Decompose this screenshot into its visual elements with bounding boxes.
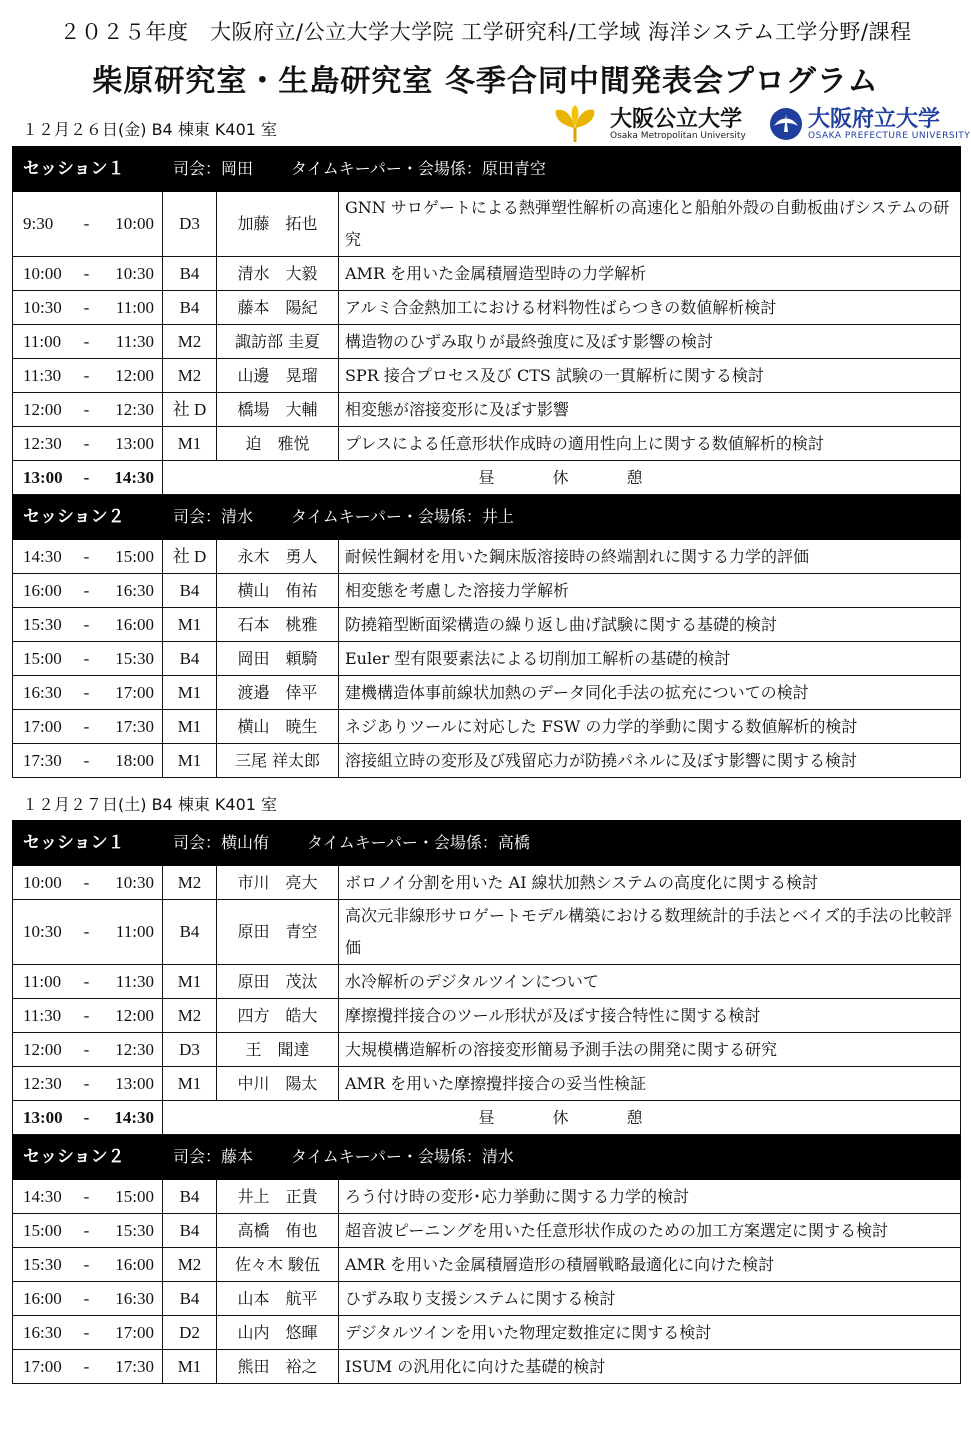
degree: B4 bbox=[163, 900, 217, 965]
time-separator: - bbox=[83, 1005, 90, 1025]
presenter-name: 井上 正貴 bbox=[217, 1180, 339, 1214]
end-time-cell bbox=[83, 676, 163, 710]
presenter-name: 永木 勇人 bbox=[217, 540, 339, 574]
start-time: 12:00 bbox=[23, 1039, 62, 1059]
presentation-title: Euler 型有限要素法による切削加工解析の基礎的検討 bbox=[339, 642, 961, 676]
lunch-break-label bbox=[163, 1101, 961, 1135]
end-time-cell bbox=[83, 427, 163, 461]
lunch-break-char: 休 bbox=[552, 467, 571, 487]
presentation-row bbox=[13, 642, 961, 676]
degree: M2 bbox=[163, 999, 217, 1033]
time-separator: - bbox=[83, 1322, 90, 1342]
presenter-name: 山内 悠暉 bbox=[217, 1316, 339, 1350]
presenter-name: 高橋 侑也 bbox=[217, 1214, 339, 1248]
session-staff: タイムキーパー・会場係：清水 bbox=[291, 1147, 514, 1166]
start-time: 11:00 bbox=[23, 971, 62, 991]
presenter-name: 清水 大毅 bbox=[217, 257, 339, 291]
presentation-title: 超音波ピーニングを用いた任意形状作成のための加工方案選定に関する検討 bbox=[339, 1214, 961, 1248]
presenter-name: 横山 暁生 bbox=[217, 710, 339, 744]
presentation-row bbox=[13, 866, 961, 900]
presentation-row bbox=[13, 540, 961, 574]
presenter-name: 岡田 頼騎 bbox=[217, 642, 339, 676]
time-separator: - bbox=[83, 1107, 90, 1127]
presentation-title: 溶接組立時の変形及び残留応力が防撓パネルに及ぼす影響に関する検討 bbox=[339, 744, 961, 778]
presentation-title: GNN サロゲートによる熱弾塑性解析の高速化と船舶外殻の自動板曲げシステムの研究 bbox=[339, 192, 961, 257]
break-start-time: 13:00 bbox=[23, 467, 63, 487]
time-separator: - bbox=[83, 1186, 90, 1206]
presenter-name: 山邊 晃瑠 bbox=[217, 359, 339, 393]
presenter-name: 横山 侑祐 bbox=[217, 574, 339, 608]
break-end-cell bbox=[83, 1101, 163, 1135]
time-separator: - bbox=[83, 433, 90, 453]
break-end-time: 14:30 bbox=[114, 467, 154, 487]
time-separator: - bbox=[83, 1288, 90, 1308]
break-end-cell bbox=[83, 461, 163, 495]
start-time: 15:00 bbox=[23, 1220, 62, 1240]
session-chair: 司会：岡田 bbox=[173, 159, 254, 178]
end-time-cell bbox=[83, 710, 163, 744]
end-time-cell bbox=[83, 192, 163, 257]
session-name: セッション１ bbox=[23, 159, 125, 179]
degree: M1 bbox=[163, 1350, 217, 1384]
lunch-break-char: 憩 bbox=[626, 467, 645, 487]
degree: M1 bbox=[163, 744, 217, 778]
start-time: 11:00 bbox=[23, 331, 62, 351]
degree: M1 bbox=[163, 427, 217, 461]
presentation-title: ISUM の汎用化に向けた基礎的検討 bbox=[339, 1350, 961, 1384]
end-time-cell bbox=[83, 900, 163, 965]
end-time: 16:30 bbox=[115, 1288, 154, 1308]
degree: B4 bbox=[163, 1214, 217, 1248]
time-separator: - bbox=[83, 467, 90, 487]
presentation-title: 高次元非線形サロゲートモデル構築における数理統計的手法とベイズ的手法の比較評価 bbox=[339, 900, 961, 965]
degree: M2 bbox=[163, 1248, 217, 1282]
opu-logo bbox=[768, 102, 971, 146]
end-time: 12:00 bbox=[115, 1005, 154, 1025]
presentation-row bbox=[13, 192, 961, 257]
end-time-cell bbox=[83, 1316, 163, 1350]
ginkgo-leaf-icon bbox=[552, 104, 598, 144]
end-time-cell bbox=[83, 965, 163, 999]
session-name: セッション２ bbox=[23, 1147, 125, 1167]
start-time: 17:00 bbox=[23, 1356, 62, 1376]
presenter-name: 渡邉 倖平 bbox=[217, 676, 339, 710]
degree: B4 bbox=[163, 642, 217, 676]
presenter-name: 王 聞達 bbox=[217, 1033, 339, 1067]
opu-emblem-icon bbox=[768, 106, 804, 142]
end-time-cell bbox=[83, 999, 163, 1033]
start-time: 12:30 bbox=[23, 1073, 62, 1093]
presentation-title: SPR 接合プロセス及び CTS 試験の一貫解析に関する検討 bbox=[339, 359, 961, 393]
presentation-row bbox=[13, 1033, 961, 1067]
lunch-break-char: 昼 bbox=[478, 1107, 497, 1127]
end-time-cell bbox=[83, 642, 163, 676]
time-separator: - bbox=[83, 614, 90, 634]
time-separator: - bbox=[83, 648, 90, 668]
degree: B4 bbox=[163, 291, 217, 325]
time-separator: - bbox=[83, 872, 90, 892]
presentation-row bbox=[13, 1350, 961, 1384]
day2-schedule-table bbox=[12, 820, 961, 1384]
presenter-name: 石本 桃雅 bbox=[217, 608, 339, 642]
degree: M1 bbox=[163, 710, 217, 744]
end-time: 11:00 bbox=[115, 922, 154, 941]
break-end-time: 14:30 bbox=[114, 1107, 154, 1127]
lunch-break-char: 憩 bbox=[626, 1107, 645, 1127]
time-separator: - bbox=[83, 365, 90, 385]
end-time-cell bbox=[83, 1248, 163, 1282]
university-logos bbox=[548, 102, 971, 146]
lunch-break-label bbox=[163, 461, 961, 495]
degree: M1 bbox=[163, 676, 217, 710]
end-time: 12:00 bbox=[115, 365, 154, 385]
presentation-title: 防撓箱型断面梁構造の繰り返し曲げ試験に関する基礎的検討 bbox=[339, 608, 961, 642]
time-separator: - bbox=[83, 750, 90, 770]
degree: 社 D bbox=[163, 540, 217, 574]
end-time-cell bbox=[83, 574, 163, 608]
session-chair: 司会：藤本 bbox=[173, 1147, 254, 1166]
degree: M1 bbox=[163, 608, 217, 642]
time-separator: - bbox=[83, 1254, 90, 1274]
presenter-name: 山本 航平 bbox=[217, 1282, 339, 1316]
degree: B4 bbox=[163, 257, 217, 291]
end-time: 17:30 bbox=[115, 716, 154, 736]
end-time: 15:00 bbox=[115, 1186, 154, 1206]
presentation-title: AMR を用いた金属積層造型時の力学解析 bbox=[339, 257, 961, 291]
end-time: 12:30 bbox=[115, 1039, 154, 1059]
time-separator: - bbox=[83, 922, 90, 941]
end-time: 17:00 bbox=[115, 1322, 154, 1342]
degree: M2 bbox=[163, 866, 217, 900]
lunch-break-char: 昼 bbox=[478, 467, 497, 487]
presentation-title: 摩擦攪拌接合のツール形状が及ぼす接合特性に関する検討 bbox=[339, 999, 961, 1033]
end-time: 13:00 bbox=[115, 1073, 154, 1093]
presentation-title: AMR を用いた金属積層造形の積層戦略最適化に向けた検討 bbox=[339, 1248, 961, 1282]
presentation-row bbox=[13, 999, 961, 1033]
end-time: 10:00 bbox=[115, 214, 154, 233]
presentation-title: ボロノイ分割を用いた AI 線状加熱システムの高度化に関する検討 bbox=[339, 866, 961, 900]
end-time: 10:30 bbox=[115, 263, 154, 283]
degree: B4 bbox=[163, 1180, 217, 1214]
end-time: 16:30 bbox=[115, 580, 154, 600]
end-time-cell bbox=[83, 540, 163, 574]
degree: B4 bbox=[163, 1282, 217, 1316]
presentation-row bbox=[13, 1282, 961, 1316]
presentation-title: AMR を用いた摩擦攪拌接合の妥当性検証 bbox=[339, 1067, 961, 1101]
start-time: 10:30 bbox=[23, 922, 62, 941]
presenter-name: 橋場 大輔 bbox=[217, 393, 339, 427]
opu-name-ja: 大阪府立大学 bbox=[808, 107, 941, 132]
start-time: 11:30 bbox=[23, 365, 62, 385]
start-time: 16:00 bbox=[23, 1288, 62, 1308]
presenter-name: 熊田 裕之 bbox=[217, 1350, 339, 1384]
presentation-title: ネジありツールに対応した FSW の力学的挙動に関する数値解析的検討 bbox=[339, 710, 961, 744]
end-time-cell bbox=[83, 1067, 163, 1101]
lunch-break-row bbox=[13, 461, 961, 495]
presenter-name: 市川 亮大 bbox=[217, 866, 339, 900]
presenter-name: 佐々木 駿伍 bbox=[217, 1248, 339, 1282]
presentation-title: 水冷解析のデジタルツインについて bbox=[339, 965, 961, 999]
opu-name-en: OSAKA PREFECTURE UNIVERSITY bbox=[808, 131, 971, 141]
presentation-title: 耐候性鋼材を用いた鋼床版溶接時の終端割れに関する力学的評価 bbox=[339, 540, 961, 574]
presentation-row bbox=[13, 744, 961, 778]
session-header bbox=[13, 821, 961, 866]
presentation-row bbox=[13, 900, 961, 965]
day1-schedule-table bbox=[12, 146, 961, 778]
time-separator: - bbox=[83, 331, 90, 351]
lunch-break-char: 休 bbox=[552, 1107, 571, 1127]
presentation-title: デジタルツインを用いた物理定数推定に関する検討 bbox=[339, 1316, 961, 1350]
lunch-break-row bbox=[13, 1101, 961, 1135]
presentation-row bbox=[13, 291, 961, 325]
session-header bbox=[13, 1135, 961, 1180]
presentation-row bbox=[13, 1214, 961, 1248]
degree: D3 bbox=[163, 192, 217, 257]
time-separator: - bbox=[83, 1220, 90, 1240]
end-time: 18:00 bbox=[115, 750, 154, 770]
presentation-row bbox=[13, 1180, 961, 1214]
time-separator: - bbox=[83, 297, 90, 317]
end-time: 17:00 bbox=[115, 682, 154, 702]
session-header bbox=[13, 495, 961, 540]
start-time: 15:30 bbox=[23, 1254, 62, 1274]
presenter-name: 加藤 拓也 bbox=[217, 192, 339, 257]
start-time: 15:00 bbox=[23, 648, 62, 668]
session-chair: 司会：横山侑 bbox=[173, 833, 270, 852]
presentation-title: ろう付け時の変形･応力挙動に関する力学的検討 bbox=[339, 1180, 961, 1214]
time-separator: - bbox=[83, 971, 90, 991]
session-name: セッション１ bbox=[23, 833, 125, 853]
start-time: 12:00 bbox=[23, 399, 62, 419]
end-time: 16:00 bbox=[115, 1254, 154, 1274]
presenter-name: 原田 青空 bbox=[217, 900, 339, 965]
time-separator: - bbox=[83, 580, 90, 600]
end-time: 15:00 bbox=[115, 546, 154, 566]
session-staff: タイムキーパー・会場係：高橋 bbox=[307, 833, 530, 852]
presentation-row bbox=[13, 257, 961, 291]
presentation-row bbox=[13, 325, 961, 359]
end-time-cell bbox=[83, 325, 163, 359]
time-separator: - bbox=[83, 399, 90, 419]
session-name: セッション２ bbox=[23, 507, 125, 527]
presentation-row bbox=[13, 608, 961, 642]
end-time-cell bbox=[83, 1033, 163, 1067]
presentation-title: アルミ合金熱加工における材料物性ばらつきの数値解析検討 bbox=[339, 291, 961, 325]
presentation-title: 構造物のひずみ取りが最終強度に及ぼす影響の検討 bbox=[339, 325, 961, 359]
end-time-cell bbox=[83, 359, 163, 393]
start-time: 9:30 bbox=[23, 214, 54, 233]
degree: 社 D bbox=[163, 393, 217, 427]
degree: M1 bbox=[163, 1067, 217, 1101]
start-time: 16:30 bbox=[23, 1322, 62, 1342]
start-time: 16:30 bbox=[23, 682, 62, 702]
end-time-cell bbox=[83, 291, 163, 325]
time-separator: - bbox=[83, 1073, 90, 1093]
time-separator: - bbox=[83, 546, 90, 566]
time-separator: - bbox=[83, 263, 90, 283]
time-separator: - bbox=[83, 682, 90, 702]
end-time-cell bbox=[83, 1214, 163, 1248]
degree: M1 bbox=[163, 965, 217, 999]
end-time: 11:30 bbox=[115, 331, 154, 351]
end-time-cell bbox=[83, 393, 163, 427]
presenter-name: 原田 茂汰 bbox=[217, 965, 339, 999]
end-time: 15:30 bbox=[115, 1220, 154, 1240]
presenter-name: 諏訪部 圭夏 bbox=[217, 325, 339, 359]
presenter-name: 藤本 陽紀 bbox=[217, 291, 339, 325]
end-time: 12:30 bbox=[115, 399, 154, 419]
presentation-title: 相変態が溶接変形に及ぼす影響 bbox=[339, 393, 961, 427]
presentation-row bbox=[13, 574, 961, 608]
end-time: 10:30 bbox=[115, 872, 154, 892]
session-chair: 司会：清水 bbox=[173, 507, 254, 526]
presentation-title: 相変態を考慮した溶接力学解析 bbox=[339, 574, 961, 608]
time-separator: - bbox=[83, 716, 90, 736]
presentation-row bbox=[13, 427, 961, 461]
day2-date: １２月２７日(土) B4 棟東 K401 室 bbox=[22, 795, 278, 814]
degree: M2 bbox=[163, 325, 217, 359]
start-time: 14:30 bbox=[23, 1186, 62, 1206]
presenter-name: 三尾 祥太郎 bbox=[217, 744, 339, 778]
start-time: 12:30 bbox=[23, 433, 62, 453]
end-time-cell bbox=[83, 608, 163, 642]
end-time-cell bbox=[83, 744, 163, 778]
end-time: 15:30 bbox=[115, 648, 154, 668]
omu-name-ja: 大阪公立大学 bbox=[610, 107, 743, 132]
time-separator: - bbox=[83, 1356, 90, 1376]
program-subtitle: ２０２５年度 大阪府立/公立大学大学院 工学研究科/工学域 海洋システム工学分野/課程 bbox=[59, 20, 912, 44]
presentation-row bbox=[13, 1316, 961, 1350]
program-title: 柴原研究室・生島研究室 冬季合同中間発表会プログラム bbox=[92, 64, 879, 99]
session-staff: タイムキーパー・会場係：原田青空 bbox=[291, 159, 546, 178]
session-header bbox=[13, 147, 961, 192]
degree: M2 bbox=[163, 359, 217, 393]
start-time: 15:30 bbox=[23, 614, 62, 634]
start-time: 10:00 bbox=[23, 872, 62, 892]
presenter-name: 四方 皓大 bbox=[217, 999, 339, 1033]
presentation-row bbox=[13, 1067, 961, 1101]
end-time-cell bbox=[83, 866, 163, 900]
presentation-title: 建機構造体事前線状加熱のデータ同化手法の拡充についての検討 bbox=[339, 676, 961, 710]
presentation-row bbox=[13, 1248, 961, 1282]
start-time: 10:00 bbox=[23, 263, 62, 283]
start-time: 16:00 bbox=[23, 580, 62, 600]
presentation-row bbox=[13, 710, 961, 744]
end-time-cell bbox=[83, 1282, 163, 1316]
presentation-title: 大規模構造解析の溶接変形簡易予測手法の開発に関する研究 bbox=[339, 1033, 961, 1067]
start-time: 17:30 bbox=[23, 750, 62, 770]
day1-date: １２月２６日(金) B4 棟東 K401 室 bbox=[22, 120, 278, 139]
omu-logo bbox=[548, 102, 758, 146]
session-staff: タイムキーパー・会場係：井上 bbox=[291, 507, 514, 526]
presentation-row bbox=[13, 676, 961, 710]
presentation-title: プレスによる任意形状作成時の適用性向上に関する数値解析的検討 bbox=[339, 427, 961, 461]
degree: B4 bbox=[163, 574, 217, 608]
end-time: 13:00 bbox=[115, 433, 154, 453]
end-time: 11:00 bbox=[115, 297, 154, 317]
presentation-row bbox=[13, 393, 961, 427]
start-time: 10:30 bbox=[23, 297, 62, 317]
end-time-cell bbox=[83, 1180, 163, 1214]
degree: D3 bbox=[163, 1033, 217, 1067]
omu-name-en: Osaka Metropolitan University bbox=[610, 131, 746, 141]
start-time: 11:30 bbox=[23, 1005, 62, 1025]
end-time: 17:30 bbox=[115, 1356, 154, 1376]
break-start-time: 13:00 bbox=[23, 1107, 63, 1127]
presentation-row bbox=[13, 965, 961, 999]
end-time-cell bbox=[83, 1350, 163, 1384]
presenter-name: 中川 陽太 bbox=[217, 1067, 339, 1101]
degree: D2 bbox=[163, 1316, 217, 1350]
presentation-title: ひずみ取り支援システムに関する検討 bbox=[339, 1282, 961, 1316]
start-time: 14:30 bbox=[23, 546, 62, 566]
end-time: 16:00 bbox=[115, 614, 154, 634]
time-separator: - bbox=[83, 214, 90, 233]
presentation-row bbox=[13, 359, 961, 393]
start-time: 17:00 bbox=[23, 716, 62, 736]
end-time-cell bbox=[83, 257, 163, 291]
end-time: 11:30 bbox=[115, 971, 154, 991]
presenter-name: 迫 雅悦 bbox=[217, 427, 339, 461]
time-separator: - bbox=[83, 1039, 90, 1059]
